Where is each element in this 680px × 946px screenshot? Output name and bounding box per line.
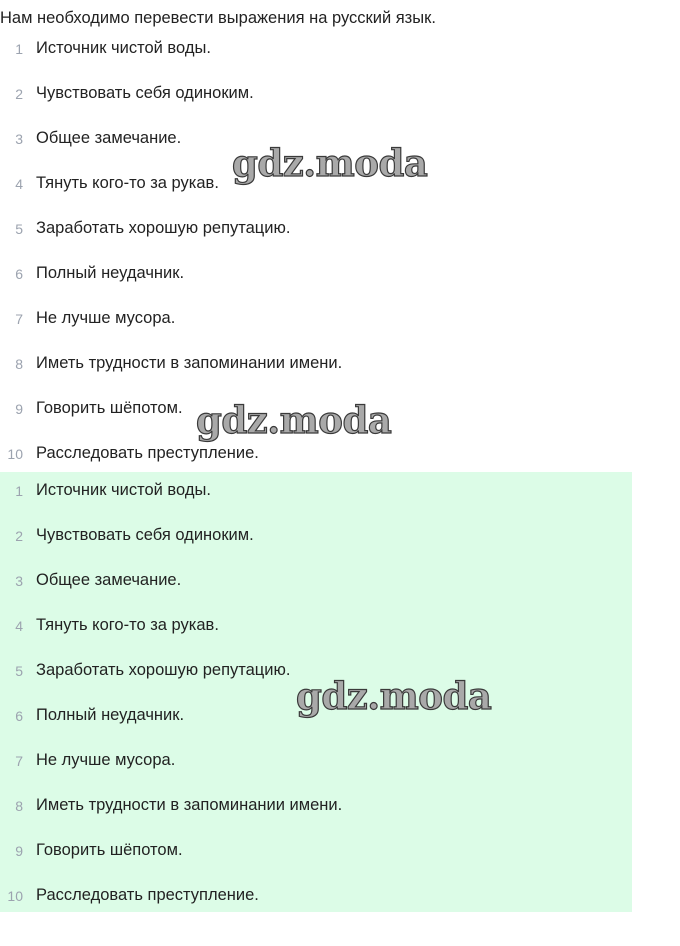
item-text: Иметь трудности в запоминании имени.: [36, 796, 343, 814]
item-text: Общее замечание.: [36, 571, 182, 589]
item-number: 8: [15, 356, 23, 372]
item-number: 7: [15, 311, 23, 327]
item-text: Общее замечание.: [36, 129, 182, 147]
list-item: [0, 79, 632, 124]
item-number: 10: [7, 446, 23, 462]
item-number: 1: [15, 41, 23, 57]
list-item: [0, 259, 632, 304]
list-item: [0, 836, 632, 881]
item-number: 6: [15, 708, 23, 724]
item-text: Полный неудачник.: [36, 264, 185, 282]
item-text: Расследовать преступление.: [36, 886, 259, 904]
list-item: [0, 214, 632, 259]
item-number: 8: [15, 798, 23, 814]
item-number: 7: [15, 753, 23, 769]
item-number: 2: [15, 86, 23, 102]
item-text: Источник чистой воды.: [36, 481, 211, 499]
list-item: [0, 476, 632, 521]
watermark: gdz.moda: [296, 674, 492, 718]
item-text: Иметь трудности в запоминании имени.: [36, 354, 343, 372]
item-number: 3: [15, 131, 23, 147]
list-item: [0, 521, 632, 566]
item-number: 1: [15, 483, 23, 499]
watermark: gdz.moda: [232, 141, 428, 185]
item-text: Расследовать преступление.: [36, 444, 259, 462]
task-title: Нам необходимо перевести выражения на русский язык.: [0, 9, 436, 27]
item-text: Источник чистой воды.: [36, 39, 211, 57]
item-text: Не лучше мусора.: [36, 309, 176, 327]
item-number: 10: [7, 888, 23, 904]
item-text: Говорить шёпотом.: [36, 399, 183, 417]
item-text: Говорить шёпотом.: [36, 841, 183, 859]
item-text: Не лучше мусора.: [36, 751, 176, 769]
item-text: Тянуть кого-то за рукав.: [36, 174, 219, 192]
item-text: Полный неудачник.: [36, 706, 185, 724]
list-item: [0, 881, 632, 926]
item-text: Чувствовать себя одиноким.: [36, 84, 254, 102]
list-item: [0, 611, 632, 656]
item-text: Чувствовать себя одиноким.: [36, 526, 254, 544]
list-item: [0, 746, 632, 791]
item-number: 3: [15, 573, 23, 589]
item-number: 9: [15, 401, 23, 417]
item-text: Заработать хорошую репутацию.: [36, 661, 291, 679]
item-text: Тянуть кого-то за рукав.: [36, 616, 219, 634]
item-number: 9: [15, 843, 23, 859]
item-number: 4: [15, 176, 23, 192]
watermark: gdz.moda: [196, 398, 392, 442]
list-item: [0, 349, 632, 394]
item-number: 5: [15, 663, 23, 679]
list-item: [0, 566, 632, 611]
item-text: Заработать хорошую репутацию.: [36, 219, 291, 237]
item-number: 4: [15, 618, 23, 634]
item-number: 6: [15, 266, 23, 282]
list-item: [0, 791, 632, 836]
item-number: 5: [15, 221, 23, 237]
list-item: [0, 34, 632, 79]
item-number: 2: [15, 528, 23, 544]
list-item: [0, 304, 632, 349]
